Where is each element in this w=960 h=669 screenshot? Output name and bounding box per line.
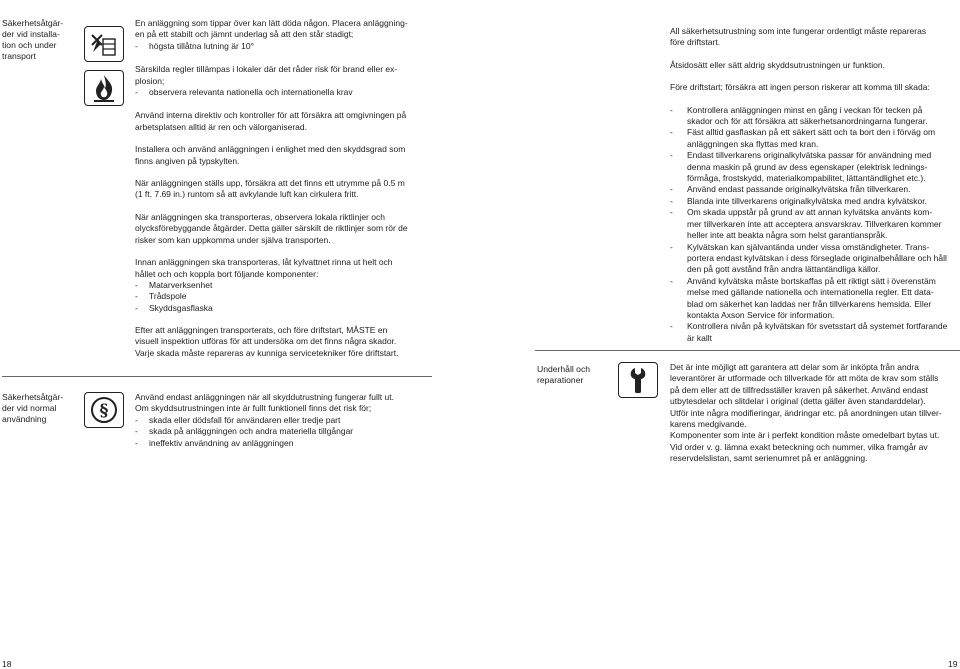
tilt-list (135, 41, 435, 52)
list-item: - Använd kylvätska måste bortskaffas på ett riktigt sätt i överenstäm melse med gällande nationella och internationella regler. Ett data- blad om säkerhet kan laddas ner från tillverkarens hemsida. Eller kontakta Axson Service för information. (670, 276, 960, 322)
risk-list (135, 415, 435, 449)
normal-use-instructions (135, 392, 435, 449)
paragraph-line: olycksförebyggande åtgärder. Detta gäller särskilt de riktlinjer som rör de (135, 223, 408, 234)
paragraph-line: Innan anläggningen ska transporteras, låt kylvattnet rinna ut helt och (135, 257, 393, 268)
right-divider-line (535, 350, 960, 351)
paragraph-line: plosion; (135, 75, 165, 86)
paragraph-line: utbytesdelar och slitdelar i original (detta gäller även standarddelar). (670, 396, 926, 407)
no-flammable-storage-icon (84, 26, 124, 62)
paragraph-line: Efter att anläggningen transporterats, och före driftstart, MÅSTE en (135, 325, 388, 335)
section-heading-maintenance: Underhåll och reparationer (537, 364, 591, 385)
paragraph-line: en på ett stabilt och jämnt underlag så att den står stadigt; (135, 29, 354, 40)
paragraph-line: Det är inte möjligt att garantera att delar som är inköpta från andra (670, 362, 919, 372)
list-item: - Kontrollera anläggningen minst en gång i veckan för tecken på skador och för att försäkra att säkerhetsanordningarna fungerar. (670, 105, 960, 128)
left-divider-line (2, 376, 432, 377)
section-heading-normal-use: Säkerhetsåtgär- der vid normal användning (2, 392, 64, 424)
section-heading-installation: Säkerhetsåtgär- der vid installa- tion och under transport (2, 18, 64, 61)
flame-hazard-icon (84, 70, 124, 106)
paragraph-line: Varje skada måste repareras av kunniga servicetekniker före driftstart. (135, 347, 399, 358)
list-item: - Använd endast passande originalkylvätska från tillverkaren. (670, 184, 960, 195)
list-item: - Endast tillverkarens originalkylvätska passar för användning med denna maskin på grund av dess egenskaper (elektrisk lednings- förmåga, frostskydd, materialkompabilitet, lättantändlighet etc.). (670, 150, 960, 184)
paragraph-line: All säkerhetsutrustning som inte fungerar ordentligt måste repareras (670, 26, 927, 36)
paragraph-line: Åtsidosätt eller sätt aldrig skyddsutrustningen ur funktion. (670, 59, 885, 70)
paragraph-line: leverantörer är utformade och tillverkade för att möta de krav som ställs (670, 373, 939, 384)
requirements-list (135, 87, 435, 98)
paragraph-line: Särskilda regler tillämpas i lokaler där det råder risk för brand eller ex- (135, 64, 398, 75)
page-number-right: 19 (948, 659, 958, 669)
paragraph-line: När anläggningen ställs upp, försäkra att det finns ett utrymme på 0.5 m (135, 178, 405, 189)
list-item: - Skyddsgasflaska (135, 303, 435, 314)
svg-text:§: § (99, 401, 109, 421)
paragraph-line: finns angiven på typskylten. (135, 155, 240, 166)
safety-equipment-section (670, 26, 960, 344)
wrench-icon (618, 362, 658, 398)
no-flammable-storage-icon-graphic (89, 30, 119, 58)
paragraph-line: risker som kan uppkomma under själva transporten. (135, 234, 331, 245)
wrench-icon-graphic (624, 365, 652, 395)
list-item: - skada eller dödsfall för användaren eller tredje part (135, 415, 435, 426)
paragraph-line: Komponenter som inte är i perfekt kondition måste omedelbart bytas ut. (670, 430, 940, 441)
paragraph-line: reservdelslistan, samt serienumret på er anläggning. (670, 453, 868, 464)
page-number-left: 18 (2, 659, 12, 669)
section-sign-icon-graphic (89, 395, 119, 425)
list-item: - ineffektiv användning av anläggningen (135, 438, 435, 449)
paragraph-line: Använd endast anläggningen när all skyddutrustning fungerar fullt ut. (135, 392, 394, 402)
installation-instructions (135, 18, 435, 314)
paragraph-line: Vid order v. g. lämna exakt beteckning och nummer, vilka framgår av (670, 441, 928, 452)
pre-start-checklist (670, 105, 960, 345)
paragraph-line: Utför inte några modifieringar, ändringar etc. på anordningen utan tillver- (670, 407, 942, 418)
paragraph-line: (1 ft. 7.69 in.) runtom så att avkylande luft kan cirkulera fritt. (135, 189, 359, 200)
list-item: - Kylvätskan kan självantända under vissa omständigheter. Trans- portera endast kylvätskan i dess förseglade originalbehållare och håll den på gott avstånd från andra lättantändliga källor. (670, 242, 960, 276)
paragraph-line: Om skyddsutrustningen inte är fullt funktionell finns det risk för; (135, 403, 372, 414)
list-item: - Om skada uppstår på grund av att annan kylvätska använts kom- mer tillverkaren inte att acceptera ansvarskrav. Tillverkaren kommer heller inte att beakta några som helst garantianspråk. (670, 207, 960, 241)
paragraph-line: visuell inspektion utföras för att undersöka om det finns några skador. (135, 336, 397, 347)
paragraph-line: arbetsplatsen alltid är ren och välorganiserad. (135, 121, 307, 132)
paragraph-line: på dem eller att de tillfredsställer kraven på säkerhet. Använd endast (670, 384, 928, 395)
list-item: - Matarverksenhet (135, 280, 435, 291)
section-sign-icon (84, 392, 124, 428)
list-item: - skada på anläggningen och andra materiella tillgångar (135, 426, 435, 437)
paragraph-line: Före driftstart; försäkra att ingen person riskerar att komma till skada: (670, 82, 930, 93)
paragraph-line: En anläggning som tippar över kan lätt döda någon. Placera anläggning- (135, 18, 408, 28)
maintenance-text (670, 362, 960, 465)
paragraph-line: hållet och och koppla bort följande komponenter: (135, 268, 319, 279)
components-list (135, 280, 435, 314)
list-item: - observera relevanta nationella och internationella krav (135, 87, 435, 98)
list-item: - Fäst alltid gasflaskan på ett säkert sätt och ta bort den i förväg om anläggningen ska flyttas med kran. (670, 127, 960, 150)
list-item: - Kontrollera nivån på kylvätskan för svetsstart då systemet fortfarande är kallt (670, 321, 960, 344)
paragraph-line: karens medgivande. (670, 419, 747, 430)
list-item: - Trådspole (135, 291, 435, 302)
paragraph-line: Använd interna direktiv och kontroller för att försäkra att omgivningen på (135, 110, 407, 121)
list-item: - högsta tillåtna lutning är 10° (135, 41, 435, 52)
flame-hazard-icon-graphic (90, 73, 118, 103)
paragraph-line: före driftstart. (670, 37, 721, 48)
list-item: - Blanda inte tillverkarens originalkylvätska med andra kylvätskor. (670, 196, 960, 207)
paragraph-line: När anläggningen ska transporteras, observera lokala riktlinjer och (135, 211, 385, 222)
post-transport-inspection (135, 325, 435, 359)
paragraph-line: Installera och använd anläggningen i enlighet med den skyddsgrad som (135, 144, 406, 155)
